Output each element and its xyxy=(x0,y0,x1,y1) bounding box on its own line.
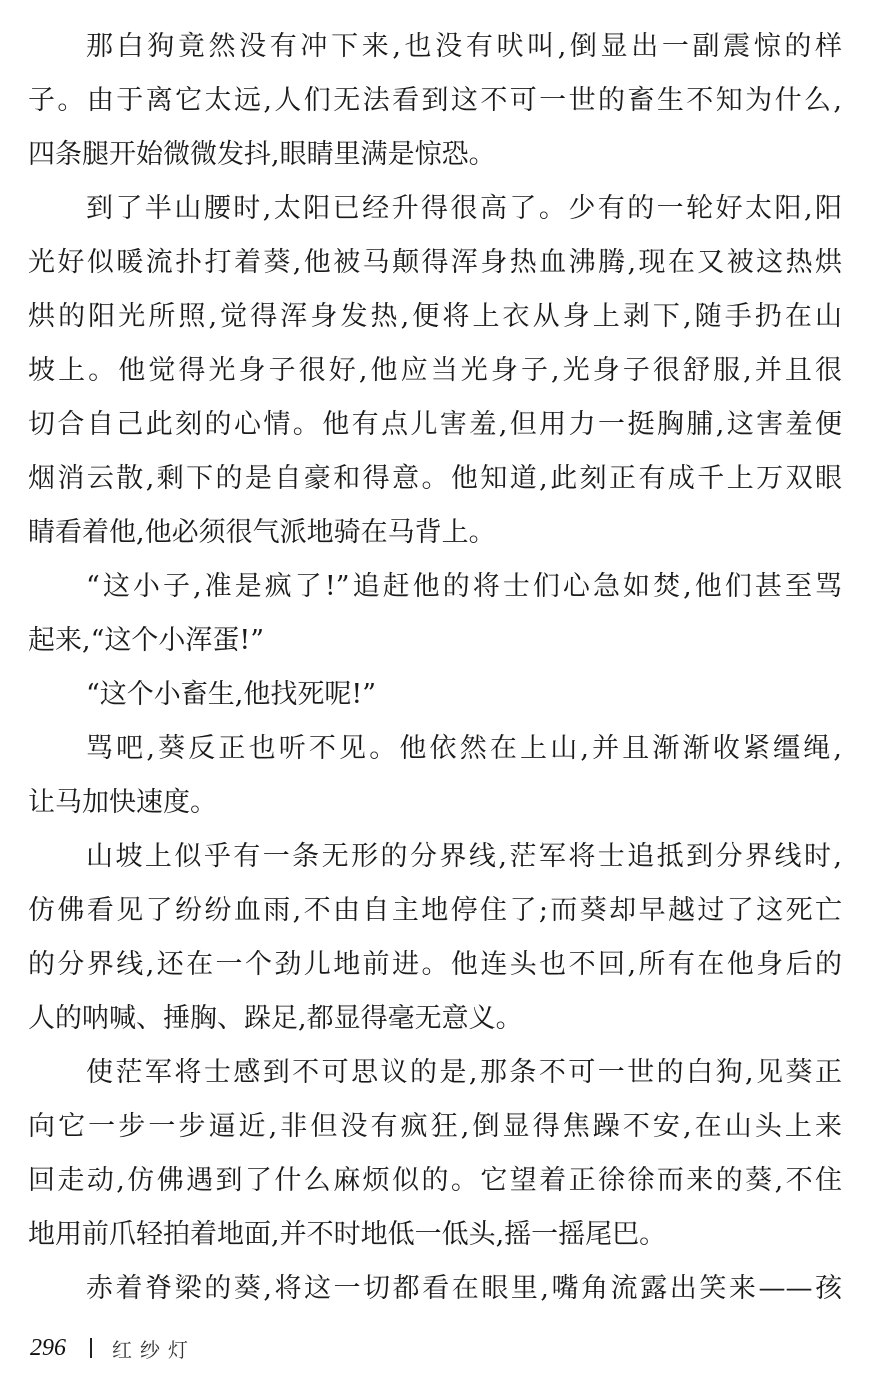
text-line: 人的呐喊、捶胸、跺足,都显得毫无意义。 xyxy=(28,1003,523,1034)
text-line: 回走动,仿佛遇到了什么麻烦似的。它望着正徐徐而来的葵,不住 xyxy=(28,1165,842,1196)
text-line: 起来,“这个小浑蛋!” xyxy=(28,625,265,656)
footer-divider xyxy=(90,1338,92,1358)
page-number: 296 xyxy=(30,1334,66,1361)
text-line: 骂吧,葵反正也听不见。他依然在上山,并且渐渐收紧缰绳, xyxy=(86,733,842,764)
page-body xyxy=(28,20,842,1316)
text-line: 让马加快速度。 xyxy=(28,787,217,818)
text-line: 使茫军将士感到不可思议的是,那条不可一世的白狗,见葵正 xyxy=(86,1057,842,1088)
text-line: 到了半山腰时,太阳已经升得很高了。少有的一轮好太阳,阳 xyxy=(86,193,842,224)
text-line: 向它一步一步逼近,非但没有疯狂,倒显得焦躁不安,在山头上来 xyxy=(28,1111,842,1142)
text-line: 仿佛看见了纷纷血雨,不由自主地停住了;而葵却早越过了这死亡 xyxy=(28,895,842,926)
text-line: 坡上。他觉得光身子很好,他应当光身子,光身子很舒服,并且很 xyxy=(28,355,842,386)
book-title: 红纱灯 xyxy=(112,1337,196,1362)
text-line: 那白狗竟然没有冲下来,也没有吠叫,倒显出一副震惊的样 xyxy=(86,31,842,62)
text-line: 切合自己此刻的心情。他有点儿害羞,但用力一挺胸脯,这害羞便 xyxy=(28,409,842,440)
text-line: 光好似暖流扑打着葵,他被马颠得浑身热血沸腾,现在又被这热烘 xyxy=(28,247,842,278)
text-line: 烟消云散,剩下的是自豪和得意。他知道,此刻正有成千上万双眼 xyxy=(28,463,842,494)
text-line: 烘的阳光所照,觉得浑身发热,便将上衣从身上剥下,随手扔在山 xyxy=(28,301,842,332)
text-line: 睛看着他,他必须很气派地骑在马背上。 xyxy=(28,517,496,548)
text-line: “这小子,准是疯了!”追赶他的将士们心急如焚,他们甚至骂 xyxy=(86,571,842,602)
text-line: 地用前爪轻拍着地面,并不时地低一低头,摇一摇尾巴。 xyxy=(28,1219,667,1250)
text-line: 的分界线,还在一个劲儿地前进。他连头也不回,所有在他身后的 xyxy=(28,949,842,980)
text-line: 四条腿开始微微发抖,眼睛里满是惊恐。 xyxy=(28,139,496,170)
text-line: 山坡上似乎有一条无形的分界线,茫军将士追抵到分界线时, xyxy=(86,841,842,872)
text-line: “这个小畜生,他找死呢!” xyxy=(86,679,377,710)
text-line: 赤着脊梁的葵,将这一切都看在眼里,嘴角流露出笑来——孩 xyxy=(86,1273,842,1304)
page-footer xyxy=(30,1333,196,1363)
text-line: 子。由于离它太远,人们无法看到这不可一世的畜生不知为什么, xyxy=(28,85,842,116)
